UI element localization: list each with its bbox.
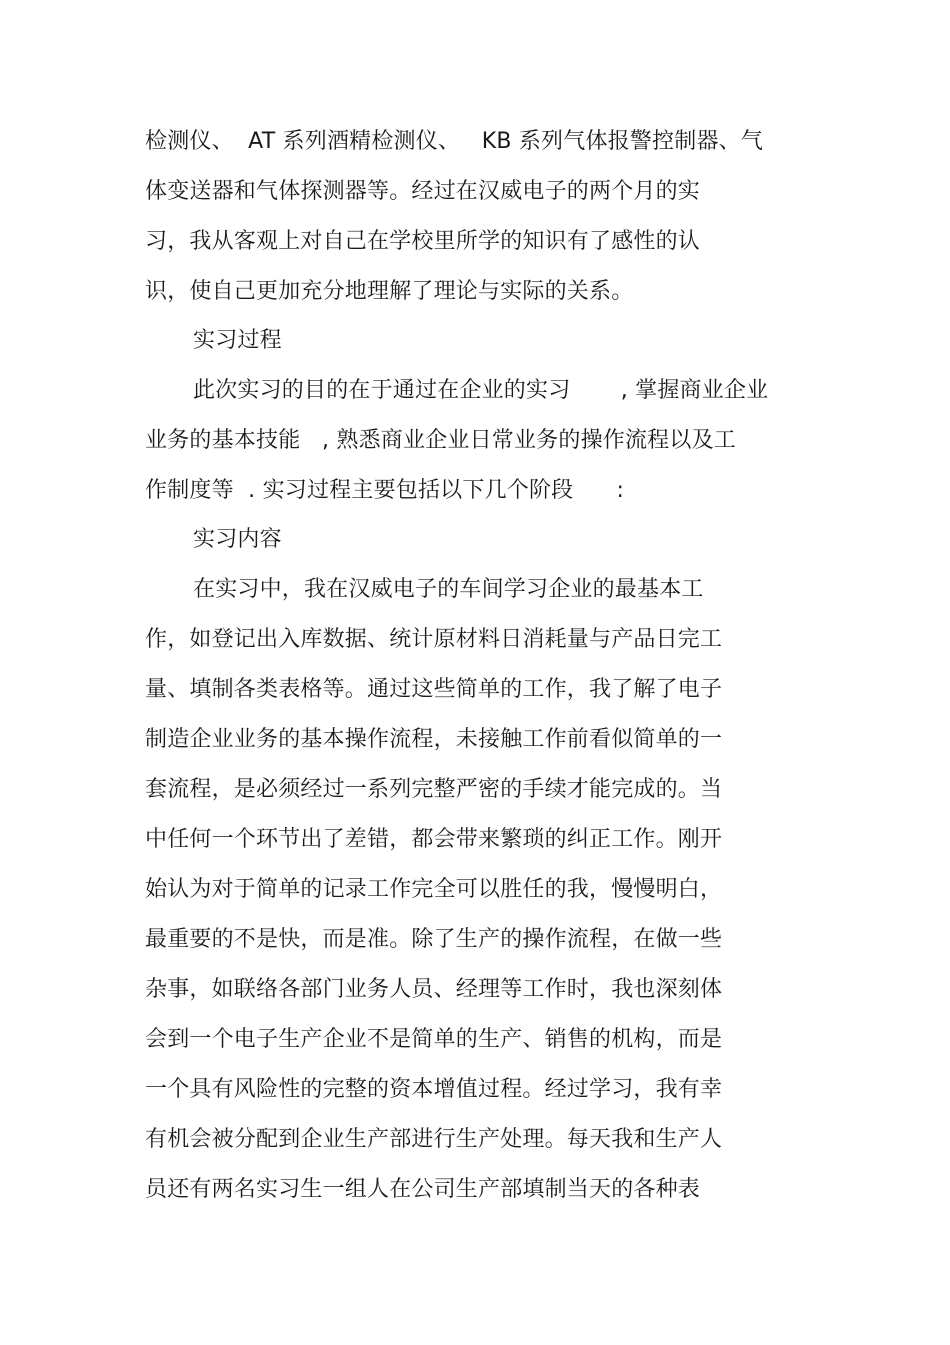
text-line: 制造企业业务的基本操作流程，未接触工作前看似简单的一	[145, 727, 723, 752]
text-line: 此次实习的目的在于通过在企业的实习 , 掌握商业企业	[193, 378, 769, 403]
section-heading: 实习过程	[193, 328, 282, 353]
text-line: 有机会被分配到企业生产部进行生产处理。每天我和生产人	[145, 1127, 723, 1152]
text-line: 检测仪、 AT 系列酒精检测仪、 KB 系列气体报警控制器、气	[145, 129, 764, 154]
section-heading: 实习内容	[193, 527, 282, 552]
text-line: 套流程，是必须经过一系列完整严密的手续才能完成的。当	[145, 777, 723, 802]
text-line: 始认为对于简单的记录工作完全可以胜任的我，慢慢明白，	[145, 877, 723, 902]
text-line: 一个具有风险性的完整的资本增值过程。经过学习，我有幸	[145, 1077, 723, 1102]
text-line: 员还有两名实习生一组人在公司生产部填制当天的各种表	[145, 1177, 701, 1202]
text-line: 识，使自己更加充分地理解了理论与实际的关系。	[145, 279, 634, 304]
text-line: 量、填制各类表格等。通过这些简单的工作，我了解了电子	[145, 677, 723, 702]
text-line: 会到一个电子生产企业不是简单的生产、销售的机构，而是	[145, 1027, 723, 1052]
text-line: 业务的基本技能 , 熟悉商业企业日常业务的操作流程以及工	[145, 428, 736, 453]
text-line: 作，如登记出入库数据、统计原材料日消耗量与产品日完工	[145, 627, 723, 652]
text-line: 在实习中，我在汉威电子的车间学习企业的最基本工	[193, 577, 704, 602]
text-line: 最重要的不是快，而是准。除了生产的操作流程，在做一些	[145, 927, 723, 952]
text-line: 中任何一个环节出了差错，都会带来繁琐的纠正工作。刚开	[145, 827, 723, 852]
text-line: 作制度等 . 实习过程主要包括以下几个阶段 :	[145, 478, 625, 503]
text-line: 习，我从客观上对自己在学校里所学的知识有了感性的认	[145, 229, 701, 254]
text-line: 体变送器和气体探测器等。经过在汉威电子的两个月的实	[145, 179, 701, 204]
text-line: 杂事，如联络各部门业务人员、经理等工作时，我也深刻体	[145, 977, 723, 1002]
